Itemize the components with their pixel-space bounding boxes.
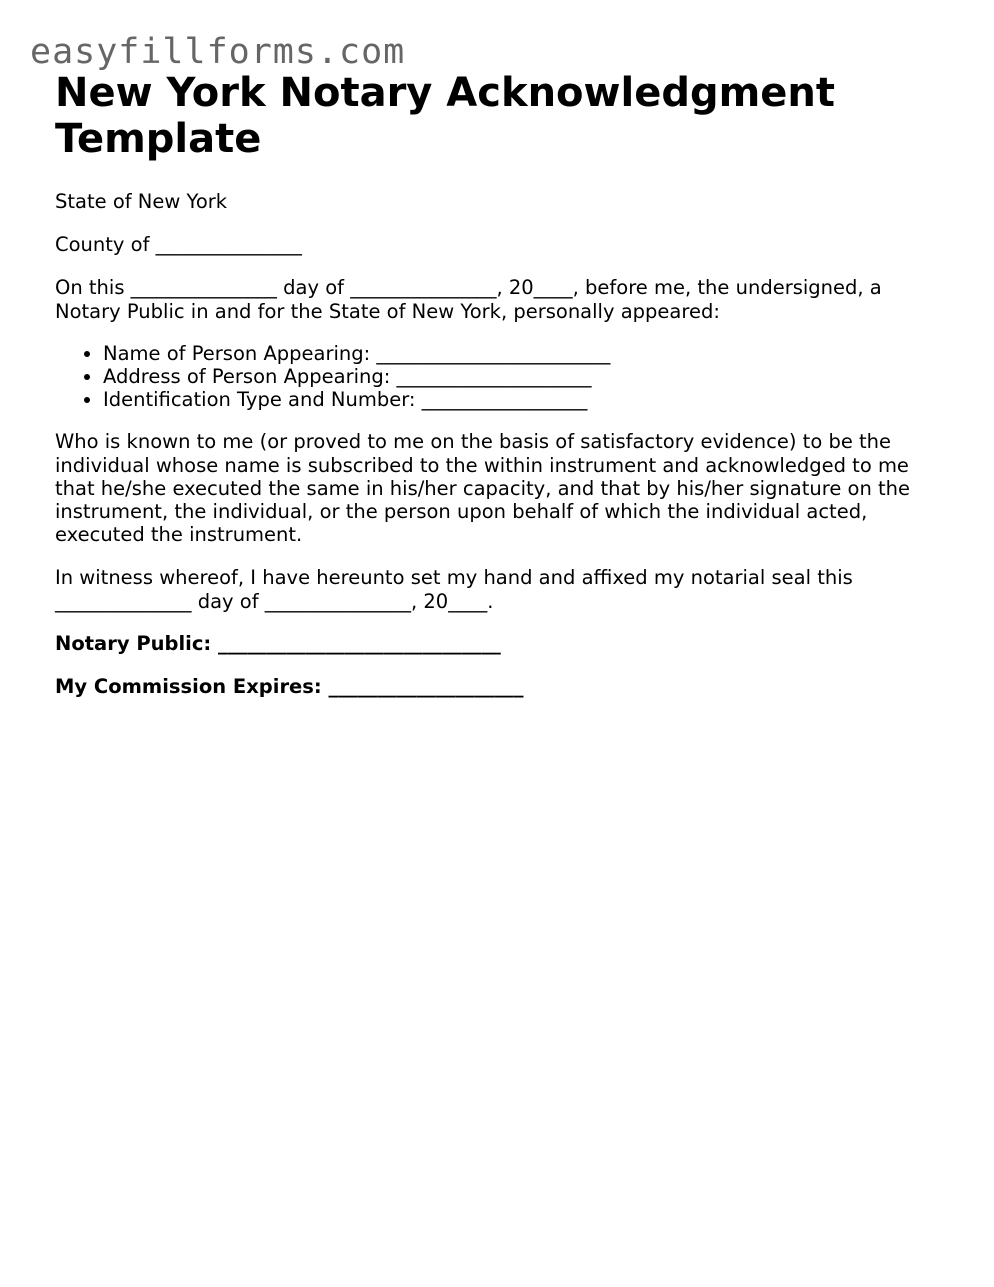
notary-public-line [55,632,935,655]
appearance-fields-list [55,342,935,412]
document-page [55,70,935,698]
intro-paragraph: On this _______________ day of _______________, 20____, before me, the undersigned, a Notary Public in and for the State of New York, personally appeared: [55,276,882,323]
notary-public-blank: _____________________________ [217,631,501,655]
commission-expires-line [55,675,935,698]
list-item-name: • Name of Person Appearing: ________________________ [103,342,935,365]
list-item-identification: • Identification Type and Number: _________________ [103,388,935,411]
witness-paragraph: In witness whereof, I have hereunto set my hand and affixed my notarial seal this ______________ day of _______________, 20____. [55,566,853,613]
notary-public-label: Notary Public: [55,631,212,655]
document-title: New York Notary Acknowledgment Template [55,70,835,162]
state-line: State of New York [55,190,228,213]
acknowledgment-paragraph: Who is known to me (or proved to me on the basis of satisfactory evidence) to be the individual whose name is subscribed to the within instrument and acknowledged to me that he/she executed the same in his/her capacity, and that by his/her signature on the instrument, the individual, or the person upon behalf of which the individual acted, executed the instrument. [55,430,911,547]
county-line: County of _______________ [55,233,302,257]
commission-expires-blank: ____________________ [328,675,524,699]
list-item-address: • Address of Person Appearing: ____________________ [103,365,935,388]
commission-expires-label: My Commission Expires: [55,675,322,699]
watermark: easyfillforms.com [30,32,406,72]
